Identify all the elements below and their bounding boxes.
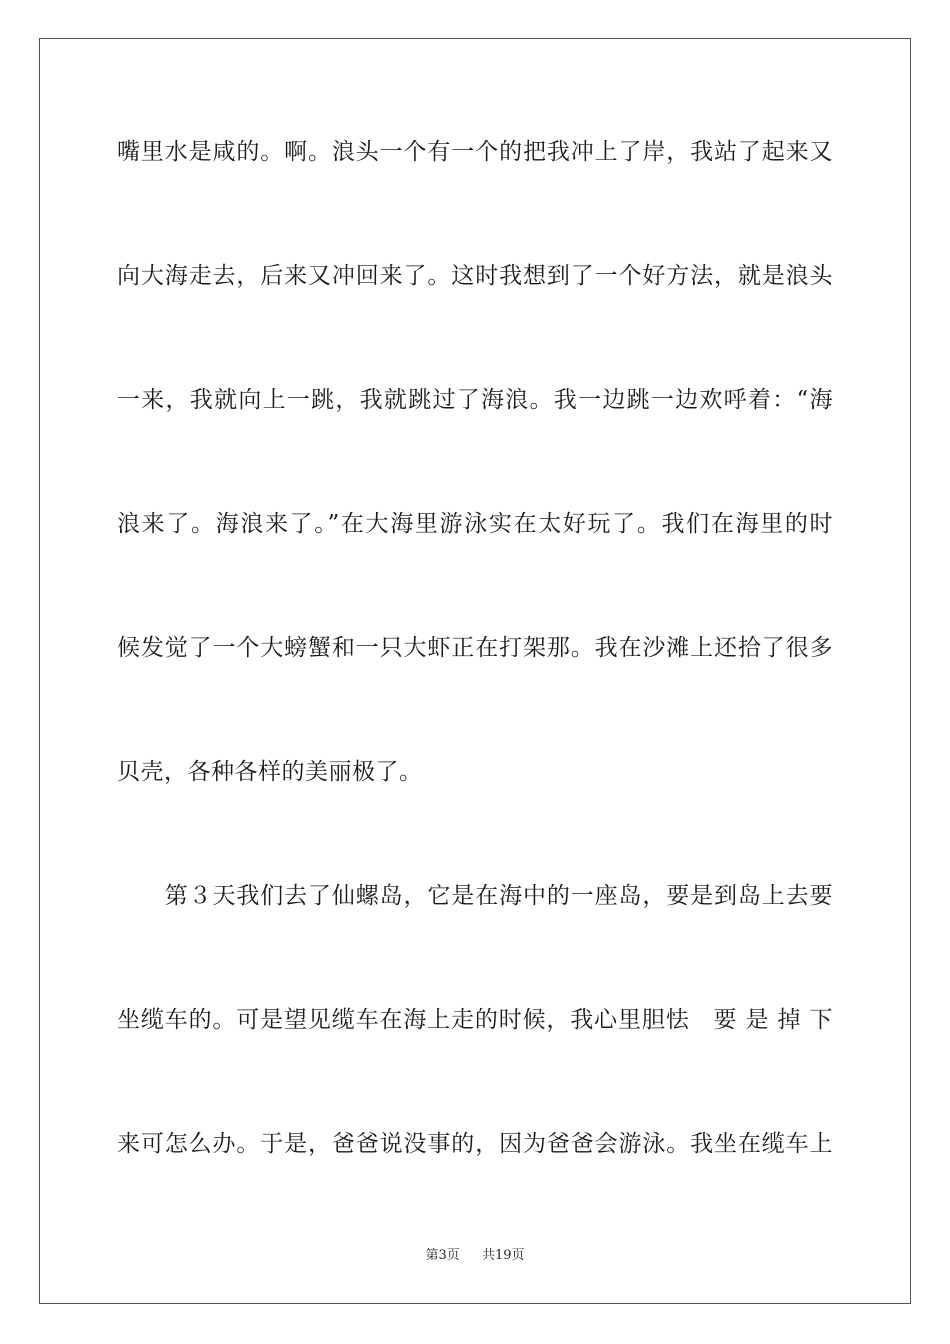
page-total: 共19页 <box>482 1248 525 1263</box>
page-border <box>39 38 911 1304</box>
page-number: 第3页 <box>425 1248 460 1263</box>
page-footer <box>0 1247 950 1265</box>
text-line: 候发觉了一个大螃蟹和一只大虾正在打架那。我在沙滩上还拾了很多 <box>117 635 833 661</box>
text-line: 贝壳，各种各样的美丽极了。 <box>117 759 423 785</box>
text-line: 一来，我就向上一跳，我就跳过了海浪。我一边跳一边欢呼着：“海 <box>117 387 833 413</box>
text-line: 浪来了。海浪来了。”在大海里游泳实在太好玩了。我们在海里的时 <box>117 511 833 537</box>
text-line: 来可怎么办。于是，爸爸说没事的，因为爸爸会游泳。我坐在缆车上 <box>117 1131 833 1157</box>
text-line: 嘴里水是咸的。啊。浪头一个有一个的把我冲上了岸，我站了起来又 <box>117 139 833 165</box>
text-line: 向大海走去，后来又冲回来了。这时我想到了一个好方法，就是浪头 <box>117 263 833 289</box>
text-line: 第３天我们去了仙螺岛，它是在海中的一座岛，要是到岛上去要 <box>117 883 833 909</box>
text-line: 坐缆车的。可是望见缆车在海上走的时候，我心里胆怯 要 是 掉 下 <box>117 1007 833 1033</box>
